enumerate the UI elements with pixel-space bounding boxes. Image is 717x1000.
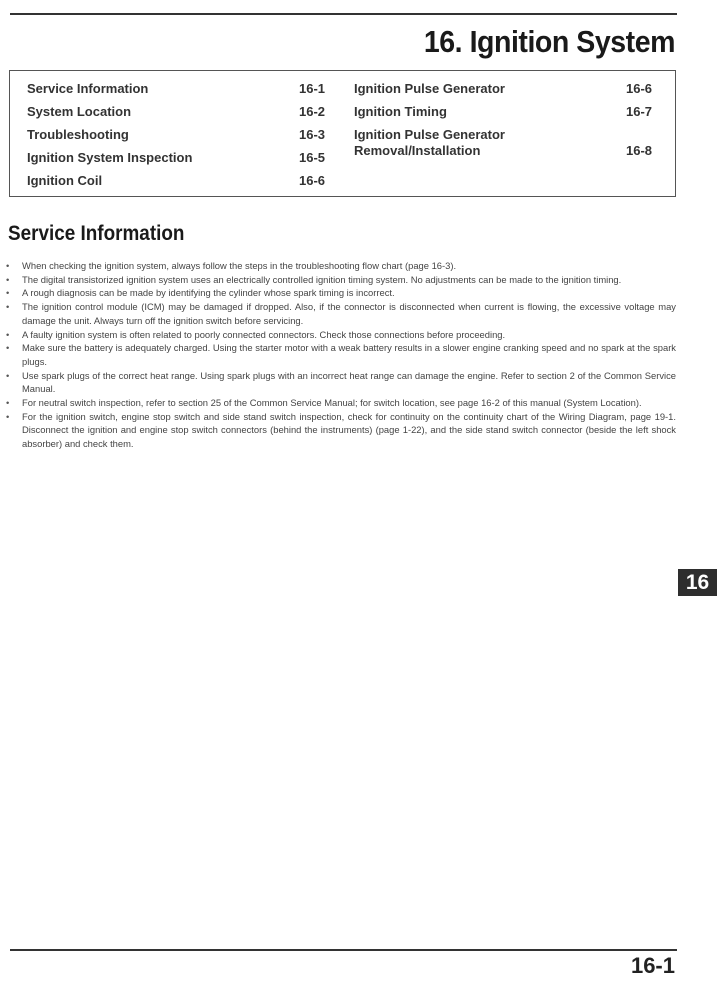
list-item-text: A faulty ignition system is often related to poorly connected connectors. Check those connections before proceeding. xyxy=(22,328,506,340)
list-item-text: The ignition control module (ICM) may be damaged if dropped. Also, if the connector is disconnected when current is flowing, the excessive voltage may damage the unit. Always turn off the ignition switch before servicing. xyxy=(22,301,676,326)
toc-item-label: Ignition System Inspection xyxy=(27,150,193,165)
toc-item-label: Ignition Timing xyxy=(354,104,447,119)
list-item xyxy=(6,369,676,396)
list-item-text: For the ignition switch, engine stop switch and side stand switch inspection, check for continuity on the continuity chart of the Wiring Diagram, page 19-1. Disconnect the ignition and engine stop switch connectors (behind the instruments) (page 1-22), and the side stand switch connector (beside the left shock absorber) and check them. xyxy=(22,410,676,450)
list-item-text: The digital transistorized ignition system uses an electrically controlled ignition timing system. No adjustments can be made to the ignition timing. xyxy=(22,273,622,285)
bullet-icon: • xyxy=(6,287,10,299)
toc-item-page: 16-5 xyxy=(299,150,326,165)
list-item xyxy=(6,341,676,368)
toc-item-label: Ignition Coil xyxy=(27,173,103,188)
list-item xyxy=(6,300,676,327)
toc-item-label: Ignition Pulse Generator xyxy=(354,127,505,142)
bullet-icon: • xyxy=(6,369,10,381)
toc-item-label-line2: Removal/Installation xyxy=(354,143,481,158)
footer-rule xyxy=(10,949,677,951)
toc-item-label: Service Information xyxy=(27,81,149,96)
list-item xyxy=(6,273,676,287)
bullet-icon: • xyxy=(6,301,10,313)
toc-item-label: Troubleshooting xyxy=(27,127,129,142)
list-item-text: A rough diagnosis can be made by identifying the cylinder whose spark timing is incorrect. xyxy=(22,287,395,299)
toc-item-page: 16-6 xyxy=(299,173,326,188)
toc-item-page: 16-2 xyxy=(299,104,326,119)
bullet-icon: • xyxy=(6,260,10,271)
header-rule xyxy=(10,13,677,15)
bullet-icon: • xyxy=(6,273,10,285)
list-item xyxy=(6,396,676,410)
chapter-title: 16. Ignition System xyxy=(423,24,675,59)
toc-item-page: 16-6 xyxy=(626,81,653,96)
toc-item-page: 16-7 xyxy=(626,104,653,119)
section-heading: Service Information xyxy=(8,222,185,245)
page-number: 16-1 xyxy=(630,953,675,978)
toc-item-label: Ignition Pulse Generator xyxy=(354,81,505,96)
bullet-icon: • xyxy=(6,328,10,340)
toc-item-page: 16-3 xyxy=(299,127,326,142)
toc-item-label: System Location xyxy=(27,104,132,119)
bullet-icon: • xyxy=(6,397,10,409)
bullet-icon: • xyxy=(6,342,10,354)
list-item-text: When checking the ignition system, always follow the steps in the troubleshooting flow chart (page 16-3). xyxy=(22,260,457,271)
bullet-icon: • xyxy=(6,410,10,422)
list-item-text: Make sure the battery is adequately charged. Using the starter motor with a weak battery results in a slower engine cranking speed and no spark at the spark plugs. xyxy=(22,342,676,367)
list-item xyxy=(6,410,676,451)
list-item-text: Use spark plugs of the correct heat range. Using spark plugs with an incorrect heat range can damage the engine. Refer to section 2 of the Common Service Manual. xyxy=(22,369,676,395)
list-item xyxy=(6,328,676,342)
list-item xyxy=(6,286,676,300)
service-info-list xyxy=(6,259,676,451)
table-of-contents xyxy=(9,70,676,197)
toc-item-page: 16-1 xyxy=(299,81,326,96)
list-item-text: For neutral switch inspection, refer to section 25 of the Common Service Manual; for switch location, see page 16-2 of this manual (System Location). xyxy=(22,397,642,409)
toc-item[interactable] xyxy=(354,127,664,161)
toc-item-page: 16-8 xyxy=(626,143,653,158)
chapter-side-tab: 16 xyxy=(678,569,717,596)
list-item xyxy=(6,259,676,273)
